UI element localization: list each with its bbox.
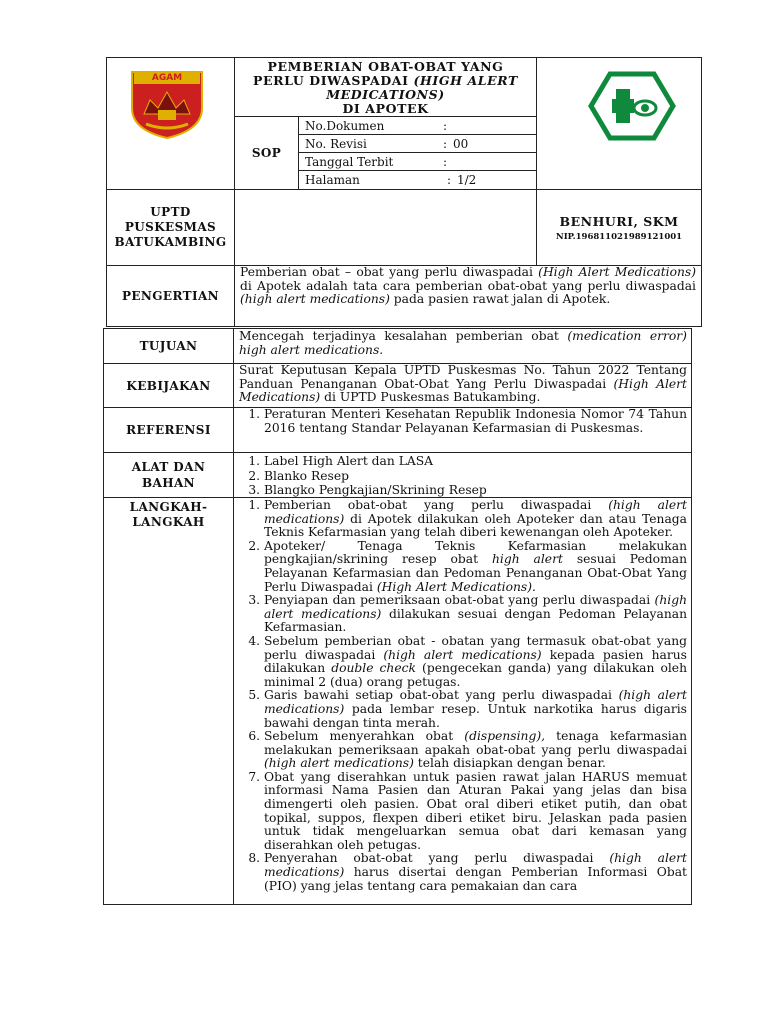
signer-block [537,190,701,265]
pengertian-t1: Pemberian obat – obat yang perlu diwaspadai [240,265,539,279]
list-item: 3. Blangko Pengkajian/Skrining Resep [264,483,687,498]
step-3a: Penyiapan dan pemeriksaan obat-obat yang perlu diwaspadai [264,593,655,608]
meta-sep: : [443,155,448,169]
kebijakan-t3: di UPTD Puskesmas Batukambing. [320,390,541,405]
title-line-4: DI APOTEK [342,100,429,116]
list-item [264,499,687,540]
pengertian-t3: di Apotek adalah tata cara pemberian obat-obat yang perlu diwaspadai [240,278,696,293]
meta-label: Tanggal Terbit [305,155,394,169]
step-4e: (pengecekan ganda) yang dilakukan oleh minimal 2 (dua) orang petugas. [264,661,687,689]
langkah-list [236,499,687,903]
kebijakan-t1: Surat Keputusan Kepala UPTD Puskesmas No. Tahun 2022 Tentang Panduan Penanganan Obat-Obat Yang Perlu Diwaspadai [239,363,687,391]
tujuan-t2: (medication error) high alert medications. [239,329,687,357]
meta-sep: : [447,173,452,187]
step-6e: telah disiapkan dengan benar. [413,756,606,771]
org-line-3: BATUKAMBING [114,235,227,249]
referensi-item: 1. Peraturan Menteri Kesehatan Republik Indonesia Nomor 74 Tahun 2016 tentang Standar Pelayanan Kefarmasian di Puskesmas. [264,408,687,435]
step-4d: double check [331,661,416,676]
document-title [235,59,536,116]
pengertian-t5: pada pasien rawat jalan di Apotek. [389,292,611,307]
tujuan-t1: Mencegah terjadinya kesalahan pemberian obat [239,329,568,343]
meta-row [299,171,536,189]
langkah-label [104,498,233,534]
step-6a: Sebelum menyerahkan obat [264,729,465,744]
signer-name: BENHURI, SKM [559,213,679,229]
meta-label: No. Revisi [305,137,367,151]
step-2c: sesuai Pedoman Pelayanan Kefarmasian dan Pedoman Penanganan Obat-Obat Yang Perlu Diwaspadai [264,552,687,594]
list-item: 2. Blanko Resep [264,469,687,484]
step-4a: Sebelum pemberian obat - obatan yang termasuk obat-obat yang perlu diwaspadai [264,633,687,662]
meta-row [299,117,536,135]
list-item [264,852,687,893]
pengertian-text [240,266,696,307]
step-8b: (high alert medications) [264,851,687,880]
title-line-2 [253,74,518,88]
step-6c: tenaga kefarmasian melakukan pemeriksaan apakah obat-obat yang perlu diwaspadai [264,729,687,757]
step-2b: high alert [491,552,563,567]
alat-bahan-label [104,453,233,497]
langkah-label-line-1: LANGKAH- [129,500,208,514]
step-5b: (high alert medications) [264,688,687,716]
meta-value: 1/2 [457,173,477,187]
step-8c: harus disertai dengan Pemberian Informasi Obat (PIO) yang jelas tentang cara pemakaian dan cara [264,865,687,893]
meta-sep: : [443,119,448,133]
pengertian-t2: (High Alert Medications) [538,265,696,279]
agam-regency-logo [128,70,206,140]
step-1a: Pemberian obat-obat yang perlu diwaspadai [264,499,609,512]
title-line-2a: PERLU DIWASPADAI [253,72,414,88]
org-line-2: PUSKESMAS [124,220,217,234]
step-3c: dilakukan sesuai dengan Pedoman Pelayanan Kefarmasian. [264,606,687,635]
referensi-label: REFERENSI [126,423,211,437]
logo-text: AGAM [151,73,183,83]
organization-name [107,190,234,265]
list-item: 1. Label High Alert dan LASA [264,454,687,469]
sop-label: SOP [251,146,282,160]
title-line-2b: (HIGH ALERT [413,72,518,88]
step-6d: (high alert medications) [264,756,414,771]
list-item [264,635,687,689]
step-6b: (dispensing), [464,729,546,744]
puskesmas-logo [588,71,676,141]
meta-sep: : [443,137,448,151]
step-5a: Garis bawahi setiap obat-obat yang perlu diwaspadai [264,688,619,703]
signer-nip: NIP.196811021989121001 [555,231,683,242]
alat-bahan-list [236,454,687,498]
meta-row [299,135,536,153]
list-item [264,689,687,730]
kebijakan-t2: (High Alert Medications) [239,376,687,405]
step-8a: Penyerahan obat-obat yang perlu diwaspadai [264,851,610,866]
langkah-label-line-2: LANGKAH [132,515,205,529]
tujuan-label: TUJUAN [139,339,198,353]
pengertian-label: PENGERTIAN [121,289,220,303]
meta-label: No.Dokumen [305,119,385,133]
meta-value: 00 [453,137,469,151]
tujuan-text [239,330,687,357]
document-meta [299,117,536,189]
list-item [264,594,687,635]
meta-label: Halaman [305,173,360,187]
title-line-1: PEMBERIAN OBAT-OBAT YANG [267,58,504,74]
step-5c: pada lembar resep. Untuk narkotika harus digaris bawahi dengan tinta merah. [264,701,687,730]
step-2d: (High Alert Medications). [376,579,536,594]
referensi-text [236,408,687,435]
list-item: 7. Obat yang diserahkan untuk pasien rawat jalan HARUS memuat informasi Nama Pasien dan Aturan Pakai yang jelas dan bisa dimengerti oleh pasien. Obat oral diberi etiket putih, dan obat topikal, suppos, flexpen diberi etiket biru. Jelaskan pada pasien untuk tidak mengeluarkan semua obat dari kemasan yang diserahkan oleh petugas. [264,771,687,853]
meta-row [299,153,536,171]
step-1b: (high alert medications) [264,499,687,526]
pengertian-t4: (high alert medications) [240,292,390,307]
kebijakan-label: KEBIJAKAN [126,378,211,393]
step-2a: Apoteker/ Tenaga Teknis Kefarmasian melakukan pengkajian/skrining resep obat [264,538,687,567]
alat-label-line-1: ALAT DAN [131,460,206,474]
alat-label-line-2: BAHAN [141,476,196,490]
list-item [264,730,687,771]
kebijakan-text [239,364,687,405]
step-1c: di Apotek dilakukan oleh Apoteker dan atau Tenaga Teknis Kefarmasian yang telah diberi kewenangan oleh Apoteker. [264,511,687,540]
org-line-1: UPTD [150,205,191,219]
list-item [264,540,687,594]
title-line-3: MEDICATIONS) [326,86,445,102]
step-4b: (high alert medications) [383,647,542,662]
step-3b: (high alert medications) [264,593,687,621]
step-4c: kepada pasien harus dilakukan [264,647,687,676]
